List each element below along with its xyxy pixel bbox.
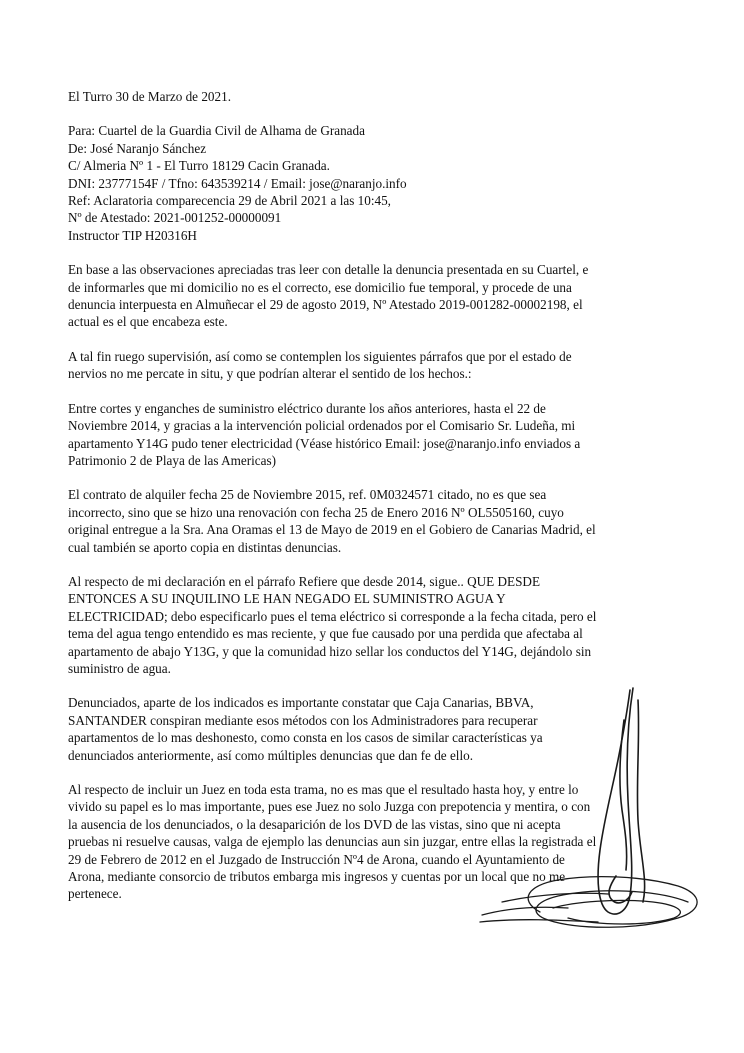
paragraph-domicilio bbox=[68, 261, 678, 331]
paragraph-line: denunciados anteriormente, así como múltiples denuncias que dan fe de ello. bbox=[68, 747, 474, 763]
paragraph-line: tema del agua tengo entendido es mas reciente, y que fue causado por una perdida que afectaba al bbox=[68, 626, 583, 642]
handwritten-signature bbox=[478, 680, 710, 940]
paragraph-line: apartamentos de lo mas deshonesto, como consta en los casos de similar características ya bbox=[68, 730, 543, 746]
paragraph-line: de informarles que mi domicilio no es el correcto, ese domicilio fue temporal, y procede de una bbox=[68, 279, 572, 295]
paragraph-line: Al respecto de mi declaración en el párrafo Refiere que desde 2014, sigue.. QUE DESDE bbox=[68, 573, 541, 589]
contact-line: DNI: 23777154F / Tfno: 643539214 / Email: jose@naranjo.info bbox=[68, 175, 407, 191]
paragraph-electricidad bbox=[68, 400, 678, 470]
signature-stroke bbox=[482, 907, 568, 915]
paragraph-line: ELECTRICIDAD; debo especificarlo pues el tema eléctrico si corresponde a la fecha citada, pero el bbox=[68, 608, 597, 624]
signature-stroke bbox=[637, 700, 644, 902]
paragraph-line: ENTONCES A SU INQUILINO LE HAN NEGADO EL SUMINISTRO AGUA Y bbox=[68, 591, 506, 607]
instructor-line: Instructor TIP H20316H bbox=[68, 227, 197, 243]
paragraph-line: A tal fin ruego supervisión, así como se contemplen los siguientes párrafos que por el estado de bbox=[68, 348, 572, 364]
paragraph-line: Entre cortes y enganches de suministro eléctrico durante los años anteriores, hasta el 22 de bbox=[68, 400, 546, 416]
paragraph-line: apartamento Y14G pudo tener electricidad (Véase histórico Email: jose@naranjo.info enviados a bbox=[68, 435, 581, 451]
paragraph-line: Al respecto de incluir un Juez en toda esta trama, no es mas que el resultado hasta hoy, y entre lo bbox=[68, 782, 579, 797]
paragraph-line: Patrimonio 2 de Playa de las Americas) bbox=[68, 452, 277, 468]
date-line: El Turro 30 de Marzo de 2021. bbox=[68, 89, 231, 104]
paragraph-line: pertenece. bbox=[68, 886, 122, 902]
paragraph-line: El contrato de alquiler fecha 25 de Noviembre 2015, ref. 0M0324571 citado, no es que sea bbox=[68, 487, 547, 503]
header-block bbox=[68, 122, 678, 244]
paragraph-line: nervios no me percate in situ, y que podrían alterar el sentido de los hechos.: bbox=[68, 366, 472, 382]
signature-stroke bbox=[620, 720, 627, 870]
signature-stroke bbox=[598, 688, 633, 914]
paragraph-line: cual también se aporto copia en distintas denuncias. bbox=[68, 539, 342, 555]
address-line: C/ Almeria Nº 1 - El Turro 18129 Cacin Granada. bbox=[68, 158, 330, 174]
paragraph-line: pruebas ni resuelve causas, valga de ejemplo las denuncias aun sin juzgar, entre ellas la registrada el bbox=[68, 834, 597, 850]
paragraph-line: Noviembre 2014, y gracias a la intervención policial ordenados por el Comisario Sr. Ludeña, mi bbox=[68, 418, 576, 434]
paragraph-contrato bbox=[68, 486, 678, 556]
paragraph-line: actual es el que encabeza este. bbox=[68, 314, 228, 330]
paragraph-line: denuncia interpuesta en Almuñecar el 29 de agosto 2019, Nº Atestado 2019-001282-00002198, el bbox=[68, 297, 583, 313]
paragraph-line: 29 de Febrero de 2012 en el Juzgado de Instrucción Nº4 de Arona, cuando el Ayuntamiento de bbox=[68, 851, 565, 867]
paragraph-supervision bbox=[68, 348, 678, 383]
paragraph-line: Denunciados, aparte de los indicados es importante constatar que Caja Canarias, BBVA, bbox=[68, 695, 534, 711]
paragraph-line: original entregue a la Sra. Ana Oramas el 13 de Mayo de 2019 en el Gobiero de Canarias Madrid, el bbox=[68, 522, 596, 538]
atestado-line: Nº de Atestado: 2021-001252-00000091 bbox=[68, 210, 282, 226]
paragraph-declaracion bbox=[68, 573, 678, 677]
sender-line: De: José Naranjo Sánchez bbox=[68, 140, 207, 156]
paragraph-line: SANTANDER conspiran mediante esos métodos con los Administradores para recuperar bbox=[68, 712, 538, 728]
paragraph-line: incorrecto, sino que se hizo una renovación con fecha 25 de Enero 2016 Nº OL5505160, cuyo bbox=[68, 504, 564, 520]
paragraph-line: apartamento de abajo Y13G, y que la comunidad hizo sellar los conductos del Y14G, dejándolo sin bbox=[68, 643, 592, 659]
signature-stroke bbox=[609, 876, 632, 903]
reference-line: Ref: Aclaratoria comparecencia 29 de Abril 2021 a las 10:45, bbox=[68, 193, 391, 209]
paragraph-line: Arona, mediante consorcio de tributos embarga mis ingresos y cuentas por un local que no me bbox=[68, 869, 566, 885]
paragraph-line: la ausencia de los denunciados, o la desaparición de los DVD de las vistas, sino que ni acepta bbox=[68, 816, 561, 832]
signature-strokes bbox=[480, 688, 697, 927]
paragraph-line: suministro de agua. bbox=[68, 660, 171, 676]
signature-stroke bbox=[502, 893, 608, 902]
recipient-line: Para: Cuartel de la Guardia Civil de Alhama de Granada bbox=[68, 123, 365, 139]
signature-stroke bbox=[480, 920, 598, 922]
paragraph-line: vivido su papel es lo mas importante, pues ese Juez no solo Juzga con prepotencia y mentira, o con bbox=[68, 799, 591, 815]
paragraph-line: En base a las observaciones apreciadas tras leer con detalle la denuncia presentada en su Cuartel, e bbox=[68, 262, 589, 278]
